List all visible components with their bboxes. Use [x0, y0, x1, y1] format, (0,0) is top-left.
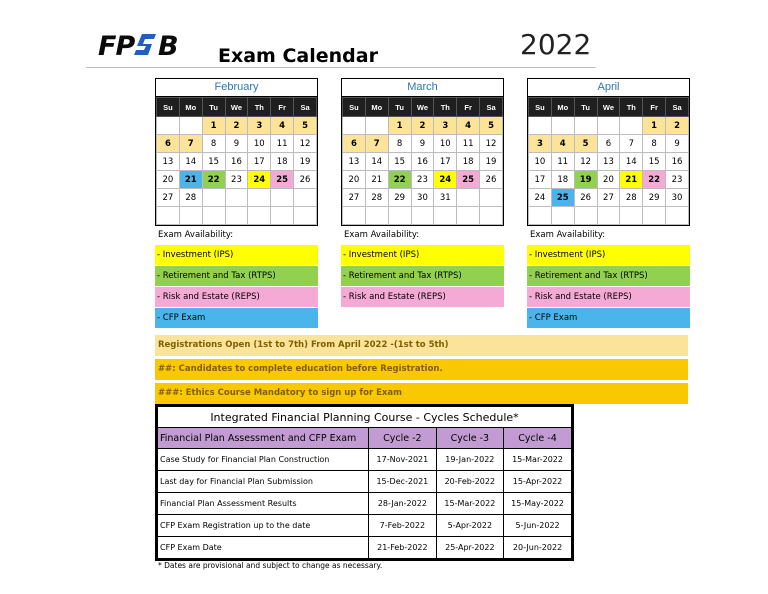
calendar-week [157, 171, 317, 189]
calendar-day [271, 189, 294, 207]
calendar-grid [342, 97, 503, 225]
calendar-day: 3 [529, 135, 552, 153]
calendar-day: 14 [365, 153, 388, 171]
weekday-header: Sa [294, 98, 317, 117]
page-title: Exam Calendar [218, 45, 378, 67]
calendar-day: 11 [551, 153, 574, 171]
legend-ips: - Investment (IPS) [527, 245, 690, 265]
calendar-day [574, 207, 597, 225]
calendar-day: 2 [225, 117, 248, 135]
table-cell: 7-Feb-2022 [369, 515, 436, 537]
calendar-day: 6 [343, 135, 366, 153]
calendar-day [294, 189, 317, 207]
calendar-week [529, 135, 689, 153]
table-cell: 15-Mar-2022 [504, 449, 572, 471]
calendar-day [157, 117, 180, 135]
calendar-day: 26 [574, 189, 597, 207]
table-cell: CFP Exam Date [158, 537, 369, 559]
calendar-week [343, 189, 503, 207]
calendar-day: 8 [388, 135, 411, 153]
availability-title: Exam Availability: [530, 230, 606, 240]
table-cell: 19-Jan-2022 [436, 449, 503, 471]
calendar-day: 6 [157, 135, 180, 153]
table-cell: 20-Jun-2022 [504, 537, 572, 559]
weekday-header: Mo [551, 98, 574, 117]
calendar-day [365, 207, 388, 225]
calendar-day: 29 [643, 189, 666, 207]
calendar-day [480, 189, 503, 207]
weekday-header: Th [620, 98, 643, 117]
calendar-day: 27 [343, 189, 366, 207]
calendar-day: 31 [434, 189, 457, 207]
table-cell: 15-Apr-2022 [504, 471, 572, 493]
calendar-day [597, 117, 620, 135]
calendar-day: 9 [225, 135, 248, 153]
weekday-header: We [411, 98, 434, 117]
table-row [158, 449, 572, 471]
table-cell: 21-Feb-2022 [369, 537, 436, 559]
calendar-day: 9 [411, 135, 434, 153]
calendar-day: 12 [574, 153, 597, 171]
calendar-week [157, 207, 317, 225]
table-row [158, 493, 572, 515]
calendar-day: 15 [643, 153, 666, 171]
calendar-day: 16 [411, 153, 434, 171]
calendar-week [157, 135, 317, 153]
fpsb-logo [98, 28, 198, 64]
availability-title: Exam Availability: [344, 230, 420, 240]
calendar-day [388, 207, 411, 225]
calendar-day [551, 207, 574, 225]
calendar-day [529, 207, 552, 225]
legend-cfp: - CFP Exam [527, 308, 690, 328]
calendar-day [620, 207, 643, 225]
table-row [158, 515, 572, 537]
weekday-header: Su [343, 98, 366, 117]
calendar-week [343, 207, 503, 225]
calendar-day: 4 [551, 135, 574, 153]
calendar-day: 16 [666, 153, 689, 171]
table-cell: Case Study for Financial Plan Construction [158, 449, 369, 471]
calendar-day [480, 207, 503, 225]
calendar-day: 8 [202, 135, 225, 153]
calendar-day [574, 117, 597, 135]
schedule-header-cell: Financial Plan Assessment and CFP Exam [158, 428, 369, 449]
weekday-header: Fr [643, 98, 666, 117]
legend-rtps: - Retirement and Tax (RTPS) [341, 266, 504, 286]
calendar-day: 18 [551, 171, 574, 189]
weekday-header: Fr [271, 98, 294, 117]
calendar-day [271, 207, 294, 225]
table-cell: 5-Jun-2022 [504, 515, 572, 537]
calendar-day: 28 [365, 189, 388, 207]
table-cell: 15-May-2022 [504, 493, 572, 515]
calendar-day: 16 [225, 153, 248, 171]
calendar-day: 4 [457, 117, 480, 135]
legend-ips: - Investment (IPS) [155, 245, 318, 265]
calendar-day: 26 [294, 171, 317, 189]
calendar-day [620, 117, 643, 135]
year-label: 2022 [520, 28, 592, 61]
calendar-week [157, 153, 317, 171]
calendar-day: 22 [388, 171, 411, 189]
table-cell: 20-Feb-2022 [436, 471, 503, 493]
calendar-week [157, 189, 317, 207]
table-cell: 28-Jan-2022 [369, 493, 436, 515]
calendar-day: 7 [179, 135, 202, 153]
schedule-header-row [158, 428, 572, 449]
calendar-week [343, 117, 503, 135]
calendar-day: 5 [480, 117, 503, 135]
calendar-day [597, 207, 620, 225]
calendar-day: 23 [411, 171, 434, 189]
weekday-header: Th [248, 98, 271, 117]
calendar-day [343, 117, 366, 135]
calendar-day: 6 [597, 135, 620, 153]
header-divider [86, 67, 596, 68]
calendar-day: 22 [643, 171, 666, 189]
calendar-week [529, 117, 689, 135]
calendar-day: 1 [202, 117, 225, 135]
calendar-day [179, 207, 202, 225]
calendar-day: 25 [271, 171, 294, 189]
availability-title: Exam Availability: [158, 230, 234, 240]
weekday-header: Sa [480, 98, 503, 117]
legend-rtps: - Retirement and Tax (RTPS) [155, 266, 318, 286]
calendar-day: 30 [666, 189, 689, 207]
weekday-header: Th [434, 98, 457, 117]
calendar-day: 26 [480, 171, 503, 189]
calendar-day [365, 117, 388, 135]
calendar-day: 9 [666, 135, 689, 153]
calendar-week [529, 153, 689, 171]
calendar-day: 21 [365, 171, 388, 189]
table-cell: 5-Apr-2022 [436, 515, 503, 537]
calendar-day [157, 207, 180, 225]
calendar-grid [156, 97, 317, 225]
table-cell: CFP Exam Registration up to the date [158, 515, 369, 537]
education-note: ##: Candidates to complete education before Registration. [155, 359, 688, 380]
calendar-day [643, 207, 666, 225]
legend-reps: - Risk and Estate (REPS) [155, 287, 318, 307]
calendar-day [248, 207, 271, 225]
calendar-day: 2 [666, 117, 689, 135]
calendar-day: 21 [620, 171, 643, 189]
calendar-day: 19 [480, 153, 503, 171]
calendar-day: 12 [480, 135, 503, 153]
calendar-day: 1 [643, 117, 666, 135]
weekday-header: Su [157, 98, 180, 117]
weekday-header: Tu [202, 98, 225, 117]
calendar-day [343, 207, 366, 225]
calendar-day: 2 [411, 117, 434, 135]
calendar-day [202, 207, 225, 225]
calendar-day: 17 [529, 171, 552, 189]
weekday-header: Sa [666, 98, 689, 117]
calendar-day: 29 [388, 189, 411, 207]
calendar-day: 20 [157, 171, 180, 189]
calendar-day: 21 [179, 171, 202, 189]
month-name: April [528, 79, 689, 97]
calendar-day: 4 [271, 117, 294, 135]
calendar-day: 13 [343, 153, 366, 171]
calendar-week [157, 117, 317, 135]
calendar-day [411, 207, 434, 225]
calendar-day [434, 207, 457, 225]
calendar-february [155, 78, 318, 226]
calendar-week [529, 189, 689, 207]
calendar-day: 11 [457, 135, 480, 153]
weekday-header: We [225, 98, 248, 117]
calendar-day: 10 [434, 135, 457, 153]
legend-rtps: - Retirement and Tax (RTPS) [527, 266, 690, 286]
table-cell: Financial Plan Assessment Results [158, 493, 369, 515]
schedule-header-cell: Cycle -2 [369, 428, 436, 449]
calendar-day: 14 [620, 153, 643, 171]
calendar-week [529, 207, 689, 225]
ethics-note: ###: Ethics Course Mandatory to sign up for Exam [155, 383, 688, 404]
calendar-day [179, 117, 202, 135]
month-name: February [156, 79, 317, 97]
weekday-header: Mo [365, 98, 388, 117]
calendar-day: 25 [457, 171, 480, 189]
table-cell: 15-Mar-2022 [436, 493, 503, 515]
calendar-day: 8 [643, 135, 666, 153]
calendar-day: 14 [179, 153, 202, 171]
calendar-day [225, 207, 248, 225]
calendar-day: 17 [434, 153, 457, 171]
calendar-day: 28 [620, 189, 643, 207]
calendar-day: 23 [225, 171, 248, 189]
calendar-day [225, 189, 248, 207]
calendar-day [457, 189, 480, 207]
calendar-grid [528, 97, 689, 225]
table-row [158, 537, 572, 559]
calendar-day [666, 207, 689, 225]
footnote: * Dates are provisional and subject to change as necessary. [158, 561, 383, 570]
calendar-day: 23 [666, 171, 689, 189]
calendar-day: 10 [529, 153, 552, 171]
svg-text:FP: FP [98, 31, 135, 62]
legend-ips: - Investment (IPS) [341, 245, 504, 265]
calendar-day: 20 [597, 171, 620, 189]
schedule-caption: Integrated Financial Planning Course - Cycles Schedule* [158, 407, 572, 428]
calendar-day: 5 [294, 117, 317, 135]
calendar-day: 27 [157, 189, 180, 207]
calendar-day [294, 207, 317, 225]
calendar-day: 24 [248, 171, 271, 189]
table-cell: 17-Nov-2021 [369, 449, 436, 471]
calendar-day: 15 [202, 153, 225, 171]
calendar-day [529, 117, 552, 135]
calendar-day: 3 [248, 117, 271, 135]
calendar-day: 11 [271, 135, 294, 153]
calendar-day [551, 117, 574, 135]
calendar-day [202, 189, 225, 207]
table-cell: 15-Dec-2021 [369, 471, 436, 493]
calendar-day: 13 [597, 153, 620, 171]
calendar-april [527, 78, 690, 226]
calendar-day: 28 [179, 189, 202, 207]
calendar-week [529, 171, 689, 189]
schedule-header-cell: Cycle -4 [504, 428, 572, 449]
legend-cfp: - CFP Exam [155, 308, 318, 328]
calendar-day: 10 [248, 135, 271, 153]
legend-reps: - Risk and Estate (REPS) [527, 287, 690, 307]
registration-note: Registrations Open (1st to 7th) From April 2022 -(1st to 5th) [155, 335, 688, 356]
calendar-day: 15 [388, 153, 411, 171]
calendar-day: 17 [248, 153, 271, 171]
calendar-day [457, 207, 480, 225]
calendar-day: 30 [411, 189, 434, 207]
weekday-header: Mo [179, 98, 202, 117]
calendar-day: 18 [271, 153, 294, 171]
calendar-day: 7 [620, 135, 643, 153]
calendar-day: 22 [202, 171, 225, 189]
calendar-day: 3 [434, 117, 457, 135]
table-cell: 25-Apr-2022 [436, 537, 503, 559]
svg-text:B: B [158, 31, 179, 62]
calendar-day [248, 189, 271, 207]
calendar-day: 24 [434, 171, 457, 189]
weekday-header: Tu [574, 98, 597, 117]
calendar-day: 13 [157, 153, 180, 171]
calendar-march [341, 78, 504, 226]
calendar-day: 1 [388, 117, 411, 135]
month-name: March [342, 79, 503, 97]
calendar-day: 5 [574, 135, 597, 153]
calendar-week [343, 171, 503, 189]
schedule-header-cell: Cycle -3 [436, 428, 503, 449]
weekday-header: Fr [457, 98, 480, 117]
legend-reps: - Risk and Estate (REPS) [341, 287, 504, 307]
calendar-week [343, 135, 503, 153]
calendar-day: 19 [574, 171, 597, 189]
weekday-header: We [597, 98, 620, 117]
calendar-day: 7 [365, 135, 388, 153]
calendar-day: 27 [597, 189, 620, 207]
calendar-day: 20 [343, 171, 366, 189]
calendar-day: 25 [551, 189, 574, 207]
weekday-header: Su [529, 98, 552, 117]
table-row [158, 471, 572, 493]
calendar-day: 19 [294, 153, 317, 171]
calendar-day: 18 [457, 153, 480, 171]
cycles-schedule-table [155, 404, 574, 561]
calendar-day: 12 [294, 135, 317, 153]
weekday-header: Tu [388, 98, 411, 117]
calendar-week [343, 153, 503, 171]
table-cell: Last day for Financial Plan Submission [158, 471, 369, 493]
calendar-day: 24 [529, 189, 552, 207]
